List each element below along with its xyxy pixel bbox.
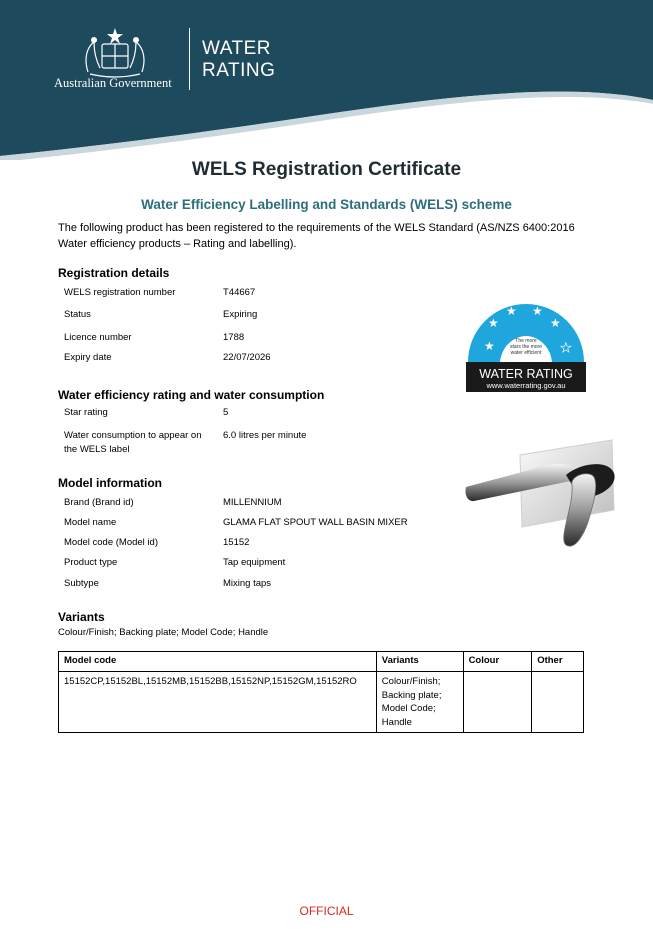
badge-tagline-3: water efficient (510, 350, 542, 356)
brand-line-water: WATER (202, 38, 271, 59)
star-rating-value: 5 (223, 407, 229, 418)
variants-table (58, 651, 584, 733)
water-rating-badge (464, 292, 588, 392)
expiry-date-value: 22/07/2026 (223, 352, 271, 363)
badge-tagline-1: The more (515, 338, 537, 344)
licence-number-value: 1788 (223, 332, 245, 343)
star-outline-icon: ★ (560, 341, 572, 356)
page-subtitle: Water Efficiency Labelling and Standards (WELS) scheme (141, 197, 512, 212)
subtype-value: Mixing taps (223, 578, 272, 589)
brand-label: Brand (Brand id) (64, 497, 134, 508)
status-label: Status (64, 309, 91, 320)
column-header-variants: Variants (376, 652, 463, 672)
product-type-label: Product type (64, 557, 118, 568)
variant-line: Handle (381, 716, 412, 728)
expiry-date-label: Expiry date (64, 352, 112, 363)
badge-url: www.waterrating.gov.au (486, 381, 566, 390)
status-value: Expiring (223, 309, 258, 320)
model-code-value: 15152 (223, 537, 250, 548)
page-title: WELS Registration Certificate (191, 159, 462, 180)
column-header-colour: Colour (463, 652, 532, 672)
table-header-row (59, 652, 584, 672)
table-row (59, 672, 584, 733)
badge-label: WATER RATING (479, 367, 573, 381)
star-icon: ★ (506, 304, 517, 318)
variant-line: Model Code; (381, 703, 436, 714)
variant-line: Backing plate; (381, 689, 442, 701)
water-consumption-label: Water consumption to appear on the WELS label (64, 430, 202, 455)
registration-heading: Registration details (58, 266, 170, 280)
subtype-label: Subtype (64, 578, 99, 589)
registration-number-value: T44667 (223, 287, 256, 298)
registration-number-label: WELS registration number (64, 287, 176, 298)
star-rating-label: Star rating (64, 407, 108, 418)
classification-marking: OFFICIAL (299, 904, 354, 918)
star-icon: ★ (550, 316, 561, 330)
cell-other (532, 672, 584, 733)
badge-tagline-2: stars the more (510, 344, 542, 350)
model-name-value: GLAMA FLAT SPOUT WALL BASIN MIXER (223, 517, 408, 528)
model-heading: Model information (58, 476, 162, 490)
intro-paragraph: The following product has been registered to the requirements of the WELS Standard (AS/NZS 6400:2016 Water efficiency products – Rating and labelling). (58, 222, 575, 250)
star-icon: ★ (484, 339, 495, 353)
cell-variants (376, 672, 463, 733)
product-image (462, 435, 620, 550)
government-name: Australian Government (54, 76, 172, 90)
star-icon: ★ (488, 316, 499, 330)
brand-line-rating: RATING (202, 60, 276, 81)
water-consumption-value: 6.0 litres per minute (223, 430, 307, 441)
variants-subheading: Colour/Finish; Backing plate; Model Code; Handle (58, 627, 269, 638)
variant-line: Colour/Finish; (381, 676, 441, 687)
star-icon: ★ (532, 304, 543, 318)
cell-colour (463, 672, 532, 733)
efficiency-heading: Water efficiency rating and water consumption (58, 388, 325, 402)
header-band (0, 0, 653, 160)
header-divider (189, 28, 190, 90)
brand-value: MILLENNIUM (223, 497, 282, 508)
product-type-value: Tap equipment (223, 557, 286, 568)
licence-number-label: Licence number (64, 332, 132, 343)
cell-model-code: 15152CP,15152BL,15152MB,15152BB,15152NP,15152GM,15152RO (59, 672, 377, 733)
variants-heading: Variants (58, 610, 105, 624)
column-header-other: Other (532, 652, 584, 672)
model-code-label: Model code (Model id) (64, 537, 158, 548)
column-header-model-code: Model code (59, 652, 377, 672)
model-name-label: Model name (64, 517, 117, 528)
